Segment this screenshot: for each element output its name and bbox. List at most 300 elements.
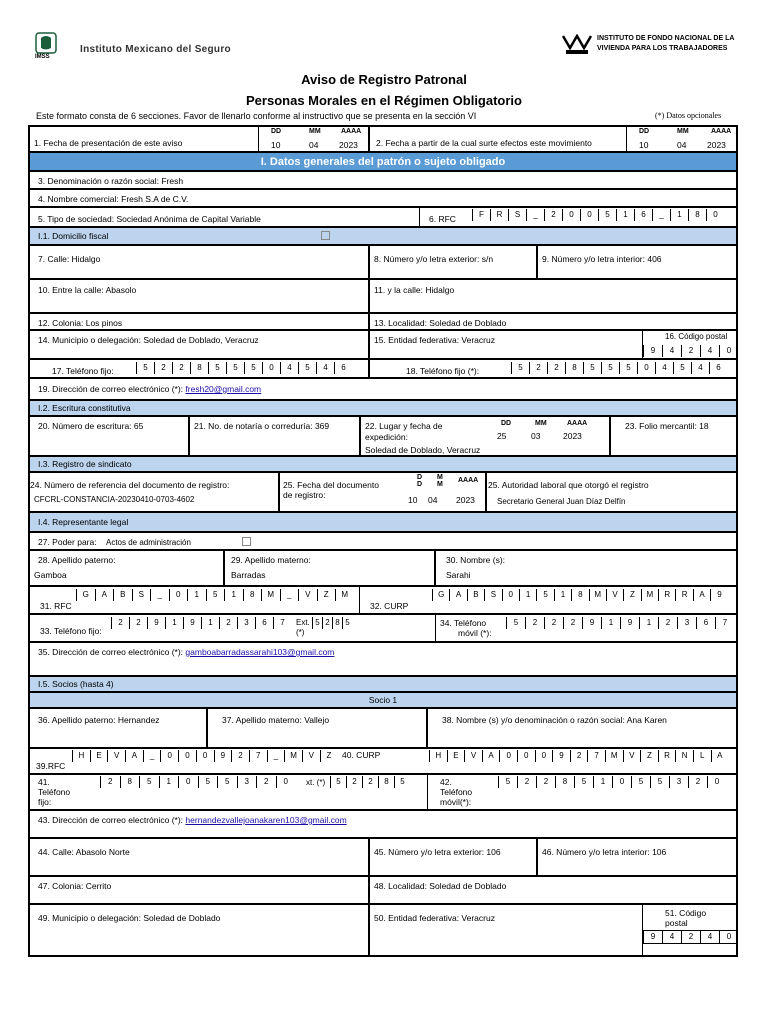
- field-49[interactable]: [29, 904, 369, 956]
- tel41-label: 41. Teléfono fijo:: [38, 777, 71, 807]
- f17-cell: 2: [172, 362, 190, 374]
- f31-cell: 5: [206, 589, 225, 601]
- field-8-label: 8. Número y/o letra exterior: s/n: [374, 254, 494, 264]
- field-24-value: CFCRL-CONSTANCIA-20230410-0703-4602: [34, 495, 195, 504]
- poder-checkbox[interactable]: [242, 537, 251, 546]
- f1-dd: 10: [271, 140, 281, 150]
- f17-cell: 0: [262, 362, 280, 374]
- f31-cell: _: [150, 589, 169, 601]
- tel33-label: 33. Teléfono fijo:: [40, 626, 102, 636]
- field-30-label: 30. Nombre (s):: [446, 555, 506, 565]
- f25-dd: 10: [408, 495, 418, 505]
- f6-cell: 0: [562, 209, 580, 221]
- cp51-cells: [643, 930, 737, 944]
- field-22-place: Soledad de Doblado, Veracruz: [365, 445, 481, 455]
- section-1-2-header: [29, 400, 737, 416]
- f17-cell: 5: [244, 362, 262, 374]
- f32-cell: 9: [710, 589, 727, 601]
- field-30[interactable]: [435, 550, 737, 586]
- f2-dd: 10: [639, 140, 649, 150]
- field-8[interactable]: [369, 245, 537, 279]
- field-27-label: 27. Poder para:: [38, 537, 97, 547]
- f6-cell: _: [526, 209, 544, 221]
- f16-cell: 4: [700, 345, 719, 357]
- email-19[interactable]: fresh20@gmail.com: [185, 384, 262, 394]
- f41-cell: 2: [362, 776, 378, 788]
- f25-aaaa: 2023: [456, 495, 475, 505]
- f32-cell: 1: [519, 589, 536, 601]
- f2-aaaa: 2023: [707, 140, 726, 150]
- field-28-value: Gamboa: [34, 570, 67, 580]
- dd-head: DD: [501, 420, 512, 427]
- mm-head: MM: [535, 420, 547, 427]
- field-38[interactable]: [427, 708, 737, 748]
- field-51[interactable]: [642, 904, 737, 956]
- f6-cell: 8: [688, 209, 706, 221]
- field-30-value: Sarahi: [446, 570, 471, 580]
- f40-cell: H: [429, 750, 447, 762]
- infonavit-name: [597, 34, 734, 54]
- field-3-label: 3. Denominación o razón social: Fresh: [38, 176, 184, 186]
- section-1-4-header: [29, 512, 737, 532]
- field-19[interactable]: [29, 378, 737, 400]
- rfc31-label: 31. RFC: [40, 601, 72, 611]
- f51-cell: 4: [700, 931, 719, 943]
- field-29-label: 29. Apellido materno:: [231, 555, 311, 565]
- movil42-label2: Teléfono: [440, 787, 473, 797]
- field-23-label: 23. Folio mercantil: 18: [625, 421, 709, 431]
- f40-cell: V: [464, 750, 482, 762]
- field-45[interactable]: [369, 838, 537, 876]
- dd-head: DD: [639, 128, 650, 135]
- curp32-label: 32. CURP: [370, 601, 409, 611]
- field-17[interactable]: [29, 359, 369, 378]
- f18-cell: 5: [601, 362, 619, 374]
- field-18-label: 18. Teléfono fijo (*):: [406, 366, 480, 376]
- f42-cell: 3: [669, 776, 688, 788]
- page-title: Aviso de Registro Patronal: [301, 72, 467, 87]
- domicilio-checkbox[interactable]: [321, 231, 330, 240]
- f34-cell: 5: [506, 617, 525, 629]
- f1-aaaa: 2023: [339, 140, 358, 150]
- field-38-label: 38. Nombre (s) y/o denominación o razón social: Ana Karen: [442, 715, 667, 725]
- f41-cell: 5: [217, 776, 237, 788]
- f31-cell: A: [95, 589, 114, 601]
- field-44[interactable]: [29, 838, 369, 876]
- f31-cell: M: [335, 589, 354, 601]
- f40-cell: L: [693, 750, 711, 762]
- field-11[interactable]: [369, 279, 737, 313]
- f39-cell: 9: [214, 750, 232, 762]
- f42-cell: 5: [650, 776, 669, 788]
- f32-cell: Z: [623, 589, 640, 601]
- f32-cell: B: [467, 589, 484, 601]
- field-23[interactable]: [610, 416, 737, 456]
- f34-cell: 2: [658, 617, 677, 629]
- f39-cell: M: [284, 750, 302, 762]
- field-42[interactable]: [427, 774, 737, 810]
- f6-cell: 0: [580, 209, 598, 221]
- imss-logo: [35, 32, 57, 62]
- email-43[interactable]: hernandezvallejoanakaren103@gmail.com: [185, 815, 347, 825]
- f34-cell: 2: [544, 617, 563, 629]
- f6-cell: S: [508, 209, 526, 221]
- field-19-label: 19. Dirección de correo electrónico (*):: [38, 384, 184, 394]
- f6-cell: 6: [634, 209, 652, 221]
- f39-cell: H: [72, 750, 90, 762]
- f17-cell: 5: [298, 362, 316, 374]
- curp32-cells: [432, 589, 728, 601]
- f33-cell: 6: [255, 617, 273, 629]
- field-29[interactable]: [224, 550, 435, 586]
- field-3[interactable]: [29, 171, 737, 189]
- ext33-label: Ext. (*): [296, 618, 310, 637]
- f41-cell: 5: [330, 776, 346, 788]
- f34-cell: 2: [563, 617, 582, 629]
- f34-cell: 9: [582, 617, 601, 629]
- field-1-date[interactable]: [258, 126, 369, 152]
- f32-cell: G: [432, 589, 449, 601]
- curp40-label: 40. CURP: [342, 750, 381, 760]
- rfc-label: 6. RFC: [429, 214, 456, 224]
- rfc39-label: 39.RFC: [36, 761, 66, 771]
- f40-cell: A: [711, 750, 729, 762]
- f42-cell: 0: [707, 776, 726, 788]
- tel41-cells: [100, 776, 295, 788]
- field-11-label: 11. y la calle: Hidalgo: [374, 285, 455, 295]
- field-35[interactable]: [29, 642, 737, 676]
- aaaa-head: AAAA: [458, 477, 479, 484]
- f16-cell: 9: [643, 345, 662, 357]
- f18-cell: 6: [709, 362, 727, 374]
- field-18[interactable]: [369, 359, 737, 378]
- field-4[interactable]: [29, 189, 737, 207]
- curp40-cells: [429, 750, 728, 762]
- f31-cell: _: [280, 589, 299, 601]
- f40-cell: A: [482, 750, 500, 762]
- f39-cell: _: [143, 750, 161, 762]
- field-9[interactable]: [537, 245, 737, 279]
- f32-cell: 0: [502, 589, 519, 601]
- field-21-label: 21. No. de notaría o correduría: 369: [194, 421, 330, 431]
- f33-cell: 2: [322, 617, 332, 629]
- field-10-label: 10. Entre la calle: Abasolo: [38, 285, 137, 295]
- section-1-3-header: [29, 456, 737, 472]
- field-1-label: 1. Fecha de presentación de este aviso: [34, 138, 183, 148]
- section-1-3-title: I.3. Registro de sindicato: [38, 459, 132, 469]
- field-14[interactable]: [29, 330, 369, 359]
- field-15-label: 15. Entidad federativa: Veracruz: [374, 335, 495, 345]
- field-37-label: 37. Apellido materno: Vallejo: [222, 715, 330, 725]
- f51-cell: 2: [681, 931, 700, 943]
- f40-cell: E: [447, 750, 465, 762]
- field-44-label: 44. Calle: Abasolo Norte: [38, 847, 130, 857]
- f6-cell: 5: [598, 209, 616, 221]
- f34-cell: 1: [601, 617, 620, 629]
- field-20[interactable]: [29, 416, 189, 456]
- field-47[interactable]: [29, 876, 369, 904]
- f18-cell: 5: [583, 362, 601, 374]
- f39-cell: V: [302, 750, 320, 762]
- f40-cell: 9: [552, 750, 570, 762]
- f34-cell: 7: [715, 617, 734, 629]
- f33-cell: 1: [165, 617, 183, 629]
- f2-mm: 04: [677, 140, 687, 150]
- cp51-label2: postal: [665, 918, 688, 928]
- field-45-label: 45. Número y/o letra exterior: 106: [374, 847, 501, 857]
- f18-cell: 5: [511, 362, 529, 374]
- f32-cell: 5: [536, 589, 553, 601]
- f31-cell: 8: [243, 589, 262, 601]
- f33-cell: 2: [129, 617, 147, 629]
- field-25[interactable]: [279, 472, 486, 512]
- field-37[interactable]: [207, 708, 427, 748]
- movil42-label1: 42.: [440, 777, 452, 787]
- f42-cell: 2: [517, 776, 536, 788]
- imss-abbr: IMSS: [35, 54, 50, 60]
- f40-cell: M: [605, 750, 623, 762]
- f42-cell: 5: [498, 776, 517, 788]
- field-13[interactable]: [369, 313, 737, 330]
- field-25-label2: de registro:: [283, 490, 326, 500]
- f32-cell: 1: [554, 589, 571, 601]
- f6-cell: F: [472, 209, 490, 221]
- movil42-cells: [498, 776, 726, 788]
- f40-cell: 0: [535, 750, 553, 762]
- field-28-label: 28. Apellido paterno:: [38, 555, 116, 565]
- field-7[interactable]: [29, 245, 369, 279]
- field-27[interactable]: [29, 532, 737, 550]
- f42-cell: 2: [536, 776, 555, 788]
- f17-cell: 8: [190, 362, 208, 374]
- f18-cell: 4: [691, 362, 709, 374]
- intro-text: Este formato consta de 6 secciones. Favor de llenarlo conforme al instructivo que se presenta en la sección VI: [36, 111, 477, 121]
- ext41-cells: [330, 776, 410, 788]
- f33-cell: 2: [111, 617, 129, 629]
- f39-cell: 7: [249, 750, 267, 762]
- f40-cell: 2: [570, 750, 588, 762]
- field-2-label: 2. Fecha a partir de la cual surte efectos este movimiento: [376, 138, 592, 148]
- section-1-1-header: [29, 227, 737, 245]
- f39-cell: A: [125, 750, 143, 762]
- movil42-label3: móvil(*):: [440, 797, 472, 807]
- page-subtitle: Personas Morales en el Régimen Obligatorio: [246, 93, 522, 108]
- tel33-cells: [111, 617, 291, 629]
- f42-cell: 0: [612, 776, 631, 788]
- f16-cell: 4: [662, 345, 681, 357]
- ext33-cells: [312, 617, 352, 629]
- f31-cell: 1: [224, 589, 243, 601]
- tel18-cells: [511, 362, 727, 374]
- field-26-label: 25. Autoridad laboral que otorgó el registro: [488, 480, 649, 490]
- f51-cell: 0: [719, 931, 737, 943]
- f33-cell: 7: [273, 617, 291, 629]
- field-46-label: 46. Número y/o letra interior: 106: [542, 847, 667, 857]
- f6-cell: 0: [706, 209, 724, 221]
- rfc-cells: [472, 209, 724, 221]
- movil34-label1: 34. Teléfono: [440, 618, 487, 628]
- socio-1-header: [29, 692, 737, 708]
- f17-cell: 4: [316, 362, 334, 374]
- field-43[interactable]: [29, 810, 737, 838]
- f39-cell: V: [107, 750, 125, 762]
- f18-cell: 5: [673, 362, 691, 374]
- cp-cells: [643, 345, 737, 357]
- f39-cell: 0: [160, 750, 178, 762]
- f33-cell: 1: [201, 617, 219, 629]
- infonavit-line1: INSTITUTO DE FONDO NACIONAL DE LA: [597, 35, 735, 42]
- f25-mm: 04: [428, 495, 438, 505]
- f18-cell: 5: [619, 362, 637, 374]
- f40-cell: V: [623, 750, 641, 762]
- field-9-label: 9. Número y/o letra interior: 406: [542, 254, 662, 264]
- field-26[interactable]: [486, 472, 737, 512]
- f17-cell: 5: [136, 362, 154, 374]
- f31-cell: Z: [317, 589, 336, 601]
- f31-cell: 0: [169, 589, 188, 601]
- field-24-label: 24. Número de referencia del documento de registro:: [30, 480, 230, 490]
- f34-cell: 2: [525, 617, 544, 629]
- f34-cell: 6: [696, 617, 715, 629]
- section-1-2-title: I.2. Escritura constitutiva: [38, 403, 131, 413]
- field-12[interactable]: [29, 313, 369, 330]
- f51-cell: 9: [643, 931, 662, 943]
- f33-cell: 8: [332, 617, 342, 629]
- f18-cell: 2: [529, 362, 547, 374]
- imss-name: Instituto Mexicano del Seguro: [80, 44, 231, 55]
- field-49-label: 49. Municipio o delegación: Soledad de Doblado: [38, 913, 221, 923]
- field-13-label: 13. Localidad: Soledad de Doblado: [374, 318, 507, 328]
- f41-cell: 2: [100, 776, 120, 788]
- f40-cell: 7: [587, 750, 605, 762]
- dd-head: D D: [417, 474, 423, 488]
- f41-cell: 0: [178, 776, 198, 788]
- f51-cell: 4: [662, 931, 681, 943]
- f31-cell: S: [132, 589, 151, 601]
- field-36[interactable]: [29, 708, 207, 748]
- f31-cell: B: [113, 589, 132, 601]
- f32-cell: M: [589, 589, 606, 601]
- field-25-label1: 25. Fecha del documento: [283, 480, 379, 490]
- f17-cell: 4: [280, 362, 298, 374]
- field-40[interactable]: [340, 748, 737, 774]
- field-35-label: 35. Dirección de correo electrónico (*):: [38, 647, 184, 657]
- infonavit-logo: [562, 34, 592, 56]
- field-4-label: 4. Nombre comercial: Fresh S.A de C.V.: [38, 194, 189, 204]
- infonavit-line2: VIVIENDA PARA LOS TRABAJADORES: [597, 45, 728, 52]
- f33-cell: 3: [237, 617, 255, 629]
- field-32[interactable]: [359, 586, 737, 614]
- field-34[interactable]: [435, 614, 737, 642]
- f39-cell: 2: [231, 750, 249, 762]
- field-17-label: 17. Teléfono fijo:: [52, 366, 114, 376]
- f39-cell: 0: [178, 750, 196, 762]
- mm-head: M M: [437, 474, 443, 488]
- field-5-label: 5. Tipo de sociedad: Sociedad Anónima de Capital Variable: [38, 214, 261, 224]
- field-12-label: 12. Colonia: Los pinos: [38, 318, 123, 328]
- f42-cell: 2: [688, 776, 707, 788]
- f18-cell: 0: [637, 362, 655, 374]
- f32-cell: M: [641, 589, 658, 601]
- f41-cell: 5: [394, 776, 410, 788]
- field-43-label: 43. Dirección de correo electrónico (*):: [38, 815, 184, 825]
- field-48[interactable]: [369, 876, 737, 904]
- field-6[interactable]: [419, 207, 737, 227]
- form: [28, 125, 738, 957]
- f18-cell: 4: [655, 362, 673, 374]
- f41-cell: 5: [198, 776, 218, 788]
- aaaa-head: AAAA: [341, 128, 362, 135]
- f34-cell: 9: [620, 617, 639, 629]
- mm-head: MM: [309, 128, 321, 135]
- section-1-4-title: I.4. Representante legal: [38, 517, 129, 527]
- field-2-date[interactable]: [626, 126, 737, 152]
- cp-label: 16. Código postal: [665, 332, 728, 341]
- field-22[interactable]: [360, 416, 610, 456]
- field-46[interactable]: [537, 838, 737, 876]
- f41-cell: 3: [237, 776, 257, 788]
- f42-cell: 8: [555, 776, 574, 788]
- field-10[interactable]: [29, 279, 369, 313]
- f32-cell: 8: [571, 589, 588, 601]
- aaaa-head: AAAA: [567, 420, 588, 427]
- f34-cell: 1: [639, 617, 658, 629]
- rfc39-cells: [72, 750, 337, 762]
- f33-cell: 9: [183, 617, 201, 629]
- f31-cell: 1: [187, 589, 206, 601]
- field-24[interactable]: [29, 472, 279, 512]
- field-16[interactable]: [642, 330, 737, 359]
- dd-head: DD: [271, 128, 282, 135]
- rfc31-cells: [76, 589, 354, 601]
- f39-cell: _: [267, 750, 285, 762]
- f33-cell: 5: [342, 617, 352, 629]
- f31-cell: G: [76, 589, 95, 601]
- f17-cell: 2: [154, 362, 172, 374]
- f32-cell: R: [658, 589, 675, 601]
- mm-head: MM: [677, 128, 689, 135]
- f42-cell: 5: [574, 776, 593, 788]
- f40-cell: N: [675, 750, 693, 762]
- section-1-5-header: [29, 676, 737, 692]
- socio-1-title: Socio 1: [368, 695, 398, 705]
- f6-cell: 2: [544, 209, 562, 221]
- f6-cell: 1: [670, 209, 688, 221]
- f17-cell: 6: [334, 362, 352, 374]
- f22-aaaa: 2023: [563, 431, 582, 441]
- f16-cell: 0: [719, 345, 737, 357]
- f34-cell: 3: [677, 617, 696, 629]
- f32-cell: A: [449, 589, 466, 601]
- email-35[interactable]: gamboabarradassarahi103@gmail.com: [185, 647, 335, 657]
- field-47-label: 47. Colonia: Cerrito: [38, 881, 112, 891]
- field-28[interactable]: [29, 550, 224, 586]
- field-50-label: 50. Entidad federativa: Veracruz: [374, 913, 495, 923]
- f6-cell: 1: [616, 209, 634, 221]
- field-14-label: 14. Municipio o delegación: Soledad de Doblado, Veracruz: [38, 335, 259, 345]
- f31-cell: V: [298, 589, 317, 601]
- field-36-label: 36. Apellido paterno: Hernandez: [38, 715, 160, 725]
- f32-cell: A: [693, 589, 710, 601]
- f18-cell: 2: [547, 362, 565, 374]
- f41-cell: 1: [159, 776, 179, 788]
- f42-cell: 5: [631, 776, 650, 788]
- f6-cell: R: [490, 209, 508, 221]
- field-22-label1: 22. Lugar y fecha de: [365, 421, 443, 431]
- section-1-1-title: I.1. Domicilio fiscal: [38, 231, 109, 241]
- field-21[interactable]: [189, 416, 360, 456]
- f41-cell: 8: [378, 776, 394, 788]
